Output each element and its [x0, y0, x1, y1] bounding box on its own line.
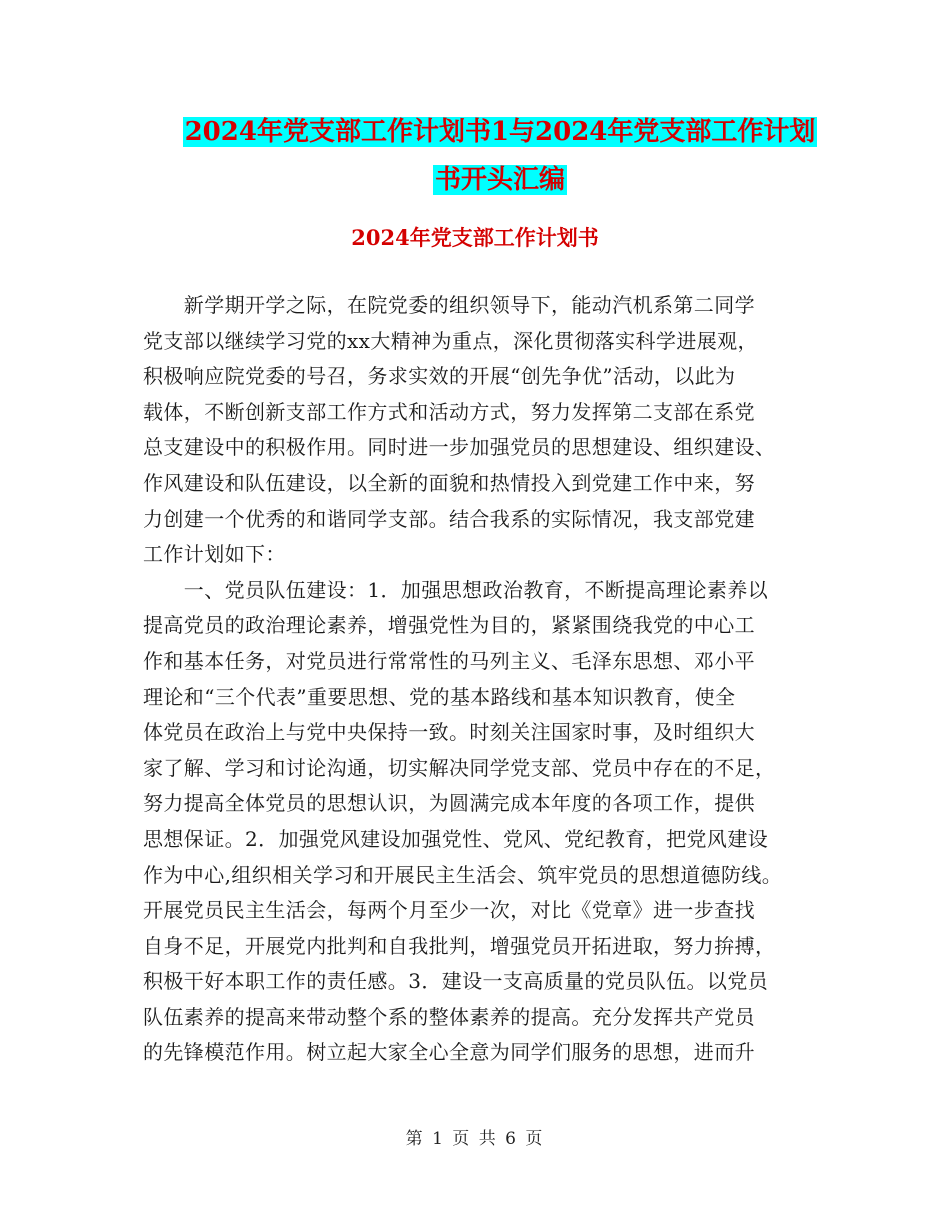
text-line: 一、党员队伍建设：1．加强思想政治教育，不断提高理论素养以 — [143, 577, 769, 602]
text-line: 作为中心,组织相关学习和开展民主生活会、筑牢党员的思想道德防线。 — [143, 862, 783, 887]
text-line: 党支部以继续学习党的xx大精神为重点，深化贯彻落实科学进展观， — [143, 328, 758, 353]
text-line: 载体，不断创新支部工作方式和活动方式，努力发挥第二支部在系党 — [143, 399, 755, 424]
title-line-2: 书开头汇编 — [434, 165, 565, 195]
text-line: 总支建设中的积极作用。同时进一步加强党员的思想建设、组织建设、 — [143, 435, 776, 460]
text-line: 作风建设和队伍建设，以全新的面貌和热情投入到党建工作中来，努 — [143, 470, 755, 495]
body-text — [143, 288, 823, 1071]
text-line: 思想保证。2．加强党风建设加强党性、党风、党纪教育，把党风建设 — [143, 826, 769, 851]
text-line: 积极响应院党委的号召，务求实效的开展“创先争优”活动，以此为 — [143, 364, 736, 389]
text-line: 开展党员民主生活会，每两个月至少一次，对比《党章》进一步查找 — [143, 898, 755, 923]
section-title: 2024年党支部工作计划书 — [351, 225, 599, 250]
document-title — [100, 108, 900, 204]
title-line-1: 2024年党支部工作计划书1与2024年党支部工作计划 — [184, 117, 816, 147]
text-line: 提高党员的政治理论素养，增强党性为目的，紧紧围绕我党的中心工 — [143, 613, 755, 638]
text-line: 工作计划如下： — [143, 542, 286, 567]
text-line: 自身不足，开展党内批判和自我批判，增强党员开拓进取，努力拚搏， — [143, 933, 776, 958]
text-line: 家了解、学习和讨论沟通，切实解决同学党支部、党员中存在的不足， — [143, 755, 776, 780]
text-line: 队伍素养的提高来带动整个系的整体素养的提高。充分发挥共产党员 — [143, 1004, 755, 1029]
text-line: 努力提高全体党员的思想认识，为圆满完成本年度的各项工作，提供 — [143, 791, 755, 816]
text-line: 的先锋模范作用。树立起大家全心全意为同学们服务的思想，进而升 — [143, 1040, 755, 1065]
text-line: 作和基本任务，对党员进行常常性的马列主义、毛泽东思想、邓小平 — [143, 648, 755, 673]
text-line: 理论和“三个代表”重要思想、党的基本路线和基本知识教育，使全 — [143, 684, 736, 709]
text-line: 体党员在政治上与党中央保持一致。时刻关注国家时事，及时组织大 — [143, 720, 755, 745]
page-footer: 第 1 页 共 6 页 — [405, 1129, 545, 1149]
text-line: 积极干好本职工作的责任感。3．建设一支高质量的党员队伍。以党员 — [143, 969, 769, 994]
text-line: 力创建一个优秀的和谐同学支部。结合我系的实际情况，我支部党建 — [143, 506, 755, 531]
text-line: 新学期开学之际，在院党委的组织领导下，能动汽机系第二同学 — [143, 293, 755, 317]
